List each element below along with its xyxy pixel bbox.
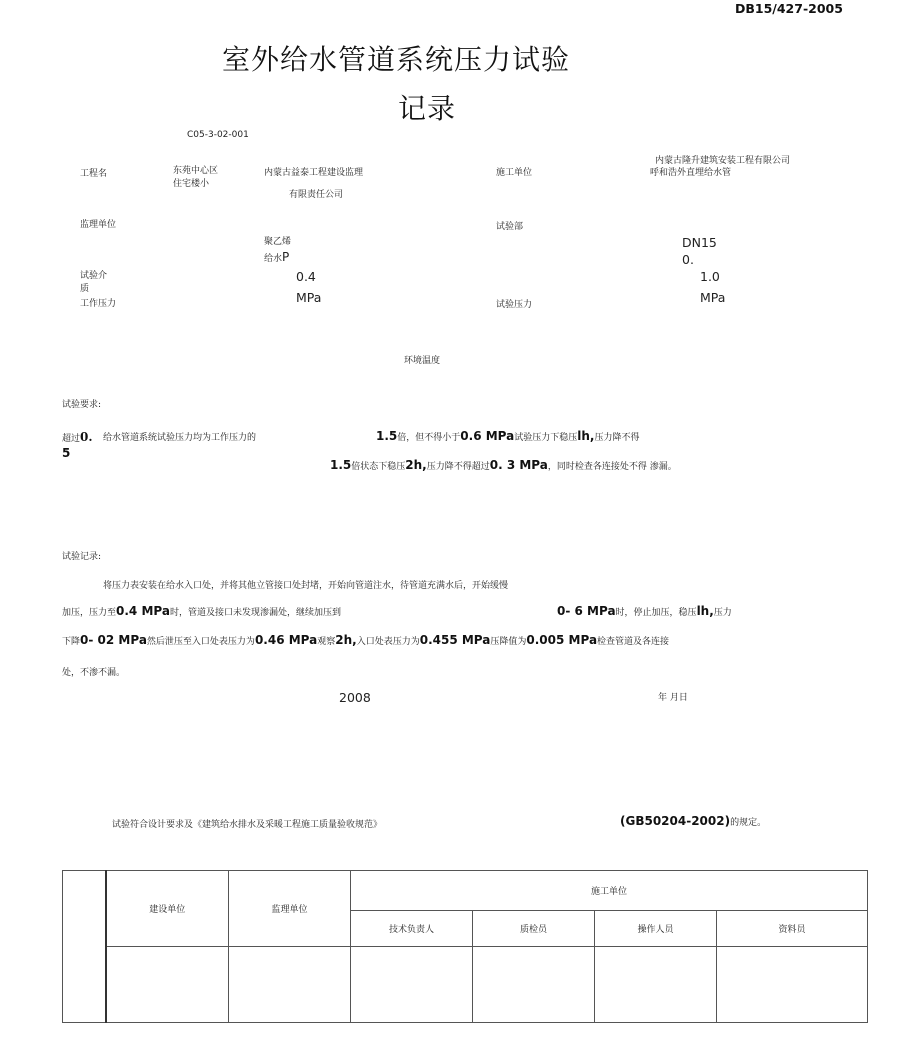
working-pressure-unit: MPa: [296, 290, 322, 305]
requirements-line2: 1.5倍状态下稳压2h,压力降不得超过0. 3 MPa，同时检查各连接处不得 渗漏。: [330, 458, 677, 472]
signature-table: [62, 870, 868, 1023]
role-quality-inspector: 质检员: [473, 911, 595, 947]
record-line3: 下降0- 02 MPa然后泄压至入口处表压力为0.46 MPa观察2h,入口处表压力为0.455 MPa压降值为0.005 MPa检查管道及各连接: [62, 633, 670, 647]
pipe-material-line1: 聚乙烯: [264, 237, 292, 247]
contractor-label: 施工单位: [496, 168, 533, 178]
pipe-size-line1: DN15: [682, 235, 717, 250]
requirements-exceed: 超过0.: [62, 430, 93, 444]
test-pressure-unit: MPa: [700, 290, 726, 305]
signature-cell-records-clerk: [717, 947, 868, 1023]
working-pressure-value: 0.4: [296, 269, 316, 284]
record-label: 试验记录:: [62, 552, 102, 562]
conclusion-standard: (GB50204-2002)的规定。: [620, 814, 767, 828]
signature-side-cell: [63, 871, 106, 1023]
requirements-digit: 5: [62, 446, 71, 460]
signature-cell-operator: [595, 947, 717, 1023]
conclusion-text: 试验符合设计要求及《建筑给水排水及采暖工程施工质量验收规范》: [112, 820, 383, 830]
signature-cell-supervision: [229, 947, 351, 1023]
test-part-value: 呼和浩外直埋给水管: [650, 168, 732, 178]
record-date: 年 月日: [658, 693, 688, 703]
pipe-material-line2: 给水P: [264, 250, 290, 264]
supervision-unit-header: 监理单位: [229, 871, 351, 947]
test-pressure-label: 试验压力: [496, 300, 533, 310]
test-medium-label-cont: 质: [80, 284, 90, 294]
record-line1: 将压力表安装在给水入口处，并将其他立管接口处封堵，开始向管道注水，待管道充满水后，开始缓慢: [103, 581, 509, 591]
pipe-size-line2: 0.: [682, 252, 694, 267]
standard-number: DB15/427-2005: [735, 1, 843, 16]
supervision-unit-label: 监理单位: [80, 220, 117, 230]
requirements-line1-cont: 1.5倍，但不得小于0.6 MPa试验压力下稳压lh,压力降不得: [376, 429, 640, 443]
test-pressure-value: 1.0: [700, 269, 720, 284]
contractor-unit-header: 施工单位: [351, 871, 868, 911]
contractor-value: 内蒙古隆升建筑安装工程有限公司: [655, 156, 791, 166]
role-records-clerk: 资料员: [717, 911, 868, 947]
record-line2: 加压，压力至0.4 MPa时，管道及接口未发现渗漏处，继续加压到: [62, 604, 341, 618]
construction-unit-header: 建设单位: [106, 871, 229, 947]
supervisor-company-line1: 内蒙古益泰工程建设监理: [264, 168, 364, 178]
role-operator: 操作人员: [595, 911, 717, 947]
record-line2-cont: 0- 6 MPa时，停止加压，稳压lh,压力: [557, 604, 732, 618]
project-name-value: 东苑中心区住宅楼小: [173, 166, 219, 189]
signature-cell-construction: [106, 947, 229, 1023]
role-technical-lead: 技术负责人: [351, 911, 473, 947]
form-code: C05-3-02-001: [187, 130, 249, 140]
test-medium-label: 试验介: [80, 271, 108, 281]
signature-cell-quality-inspector: [473, 947, 595, 1023]
requirements-label: 试验要求:: [62, 400, 102, 410]
record-line4: 处，不渗不漏。: [62, 668, 126, 678]
supervisor-company-line2: 有限责任公司: [289, 190, 344, 200]
project-name-label: 工程名: [80, 169, 108, 179]
ambient-temperature-label: 环境温度: [404, 356, 441, 366]
record-year: 2008: [339, 690, 371, 705]
page-title-line2: 记录: [398, 92, 457, 125]
working-pressure-label: 工作压力: [80, 299, 117, 309]
test-part-label: 试验部: [496, 222, 524, 232]
signature-cell-technical-lead: [351, 947, 473, 1023]
page-title: 室外给水管道系统压力试验: [222, 43, 571, 76]
requirements-line1: 给水管道系统试验压力均为工作压力的: [103, 433, 257, 443]
